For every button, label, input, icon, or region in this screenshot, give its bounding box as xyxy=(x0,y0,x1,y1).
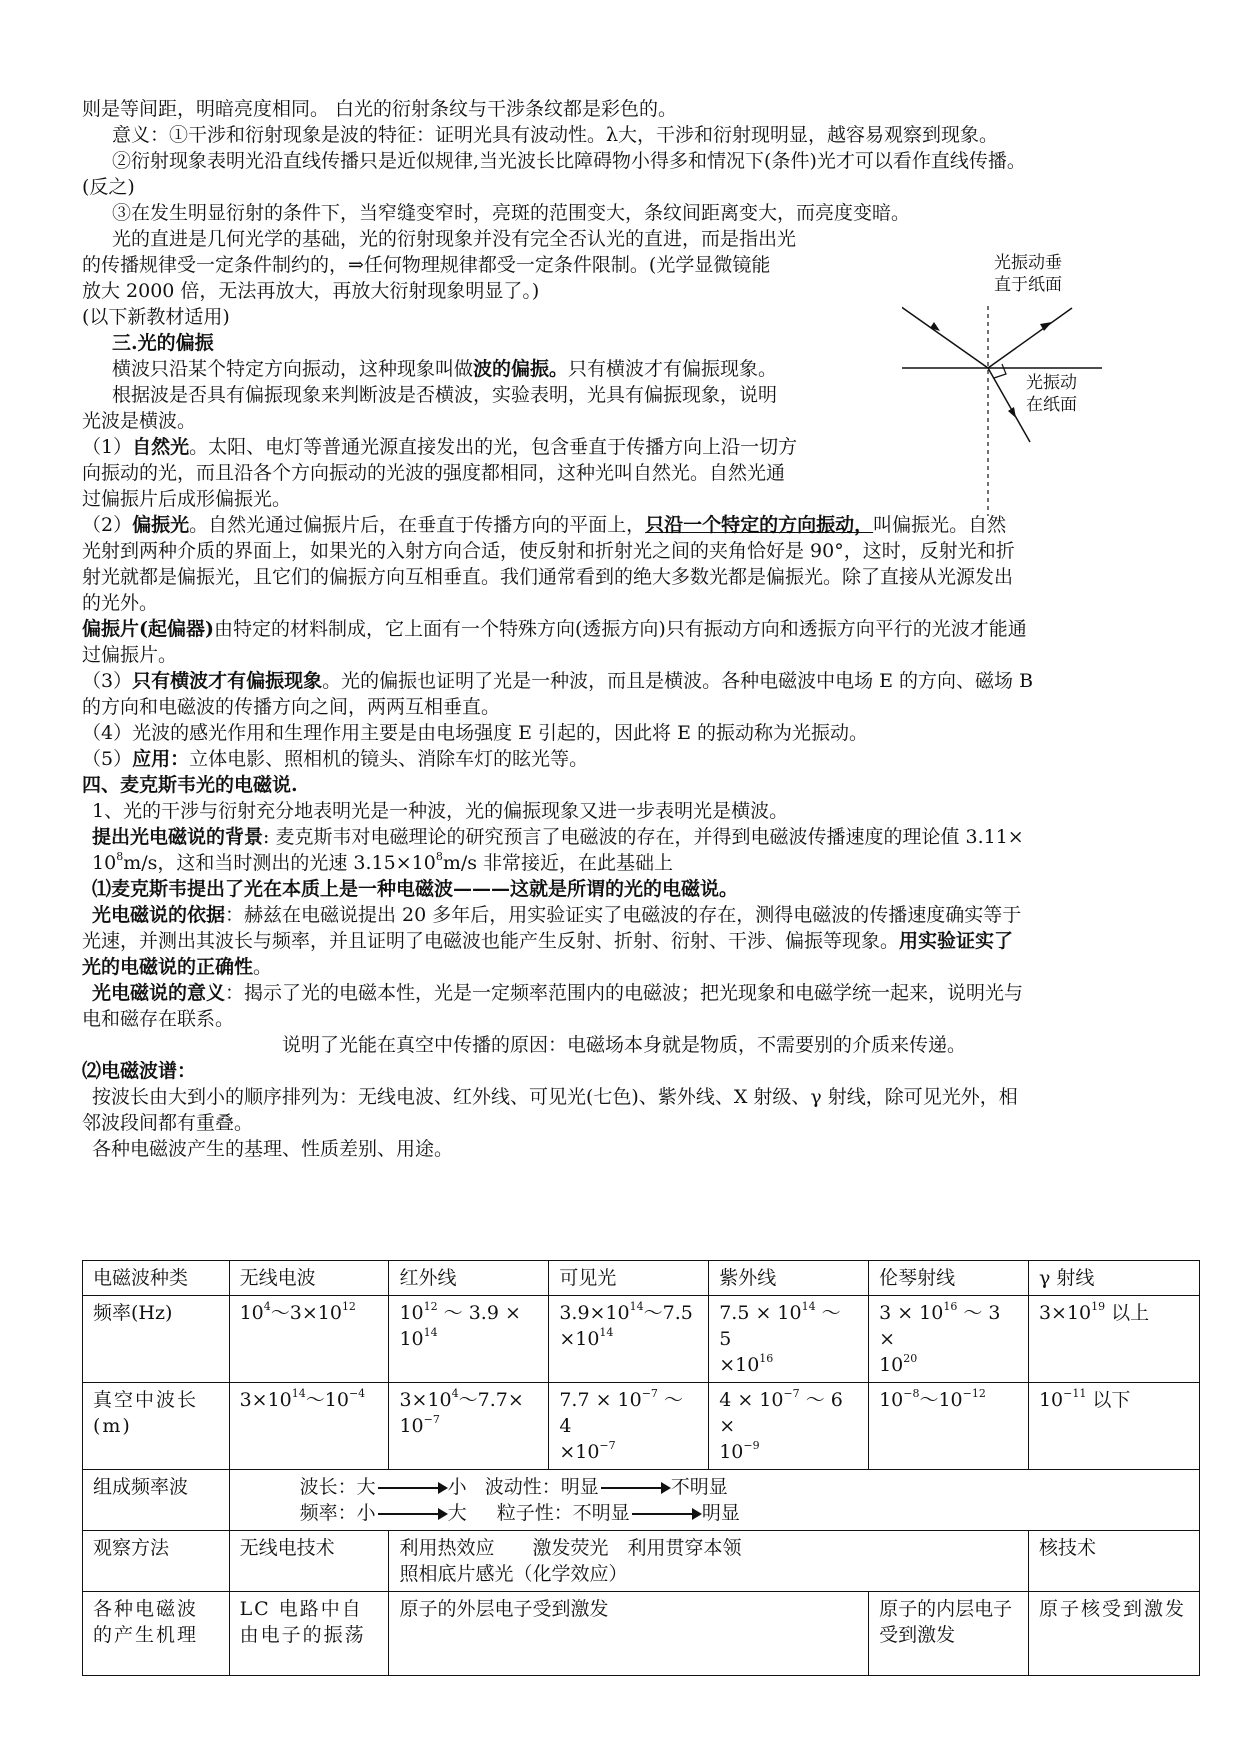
text-span: ：赫兹在电磁说提出 20 多年后，用实验证实了电磁波的存在，测得电磁波的传播速度确实等于 xyxy=(225,904,1022,926)
text-line xyxy=(92,902,1021,928)
text-line: 意义：①干涉和衍射现象是波的特征：证明光具有波动性。λ大，干涉和衍射现明显，越容易观察到现象。 xyxy=(112,124,999,146)
text-line: 1、光的干涉与衍射充分地表明光是一种波，光的偏振现象又进一步表明光是横波。 xyxy=(92,800,789,822)
text-line xyxy=(92,824,1024,850)
text-line xyxy=(82,746,588,772)
bold-term: 自然光 xyxy=(132,436,190,458)
bold-term: 应用： xyxy=(132,748,190,770)
text-line: 根据波是否具有偏振现象来判断波是否横波，实验表明，光具有偏振现象，说明 xyxy=(112,384,778,406)
bold-term: 偏振片(起偏器) xyxy=(82,618,214,640)
text-span: 只有横波才有偏振现象。 xyxy=(568,358,778,380)
bold-term: 光电磁说的意义 xyxy=(92,982,226,1004)
text-span: : 麦克斯韦对电磁理论的研究预言了电磁波的存在，并得到电磁波传播速度的理论值 3.11× xyxy=(263,826,1024,848)
table-cell: 原子的内层电子受到激发 xyxy=(869,1592,1029,1676)
text-line: 向振动的光，而且沿各个方向振动的光波的强度都相同，这种光叫自然光。自然光通 xyxy=(82,462,786,484)
bold-term: 只有横波才有偏振现象 xyxy=(132,670,323,692)
text-line: ②衍射现象表明光沿直线传播只是近似规律,当光波长比障碍物小得多和情况下(条件)光才可以看作直线传播。 xyxy=(112,150,1026,172)
table-header-cell: 紫外线 xyxy=(709,1261,869,1296)
text-line: (反之) xyxy=(82,176,135,198)
text-line: 过偏振片后成形偏振光。 xyxy=(82,488,292,510)
text-span: （5） xyxy=(82,748,133,770)
reflected-ray xyxy=(988,308,1072,368)
text-line xyxy=(82,616,1027,642)
table-cell: 原子的外层电子受到激发 xyxy=(389,1592,869,1676)
text-span: （1） xyxy=(82,436,133,458)
trend-line xyxy=(300,1474,1189,1500)
text-span: m/s，这和当时测出的光速 3.15×10 xyxy=(123,852,436,874)
table-cell: 组成频率波 xyxy=(83,1470,230,1531)
text-line: ⑴麦克斯韦提出了光在本质上是一种电磁波———这就是所谓的光的电磁说。 xyxy=(92,878,739,900)
text-line: 邻波段间都有重叠。 xyxy=(82,1112,254,1134)
text-span: 10 xyxy=(92,852,117,874)
bold-term: 偏振光 xyxy=(132,514,190,536)
text-line: 光射到两种介质的界面上，如果光的入射方向合适，使反射和折射光之间的夹角恰好是 90°，这时，反射光和折 xyxy=(82,540,1015,562)
text-span: 。 xyxy=(253,956,273,978)
text-line: 光波是横波。 xyxy=(82,410,197,432)
table-header-cell: 红外线 xyxy=(389,1261,549,1296)
table-cell: $10^{-11}$ 以下 xyxy=(1028,1383,1199,1470)
table-cell: 观察方法 xyxy=(83,1531,230,1592)
arrow-right-icon xyxy=(632,1513,700,1515)
refracted-ray xyxy=(988,368,1030,442)
table-cell: $3.9\times 10^{14}\sim 7.5$ $\times 10^{14}$ xyxy=(549,1296,709,1383)
bold-underlined-term: 只沿一个特定的方向振动， xyxy=(645,514,874,536)
superscript: 8 xyxy=(435,849,443,863)
table-cell: 无线电技术 xyxy=(229,1531,389,1592)
table-cell: $4 \times 10^{-7}$ ～ 6 × $10^{-9}$ xyxy=(709,1383,869,1470)
bold-term: 光电磁说的依据 xyxy=(92,904,226,926)
text-line: 的方向和电磁波的传播方向之间，两两互相垂直。 xyxy=(82,696,501,718)
text-line: 电和磁存在联系。 xyxy=(82,1008,235,1030)
text-span: 横波只沿某个特定方向振动，这种现象叫做 xyxy=(112,358,474,380)
text-span: 粒子性：不明显 xyxy=(496,1502,630,1524)
text-line: 放大 2000 倍，无法再放大，再放大衍射现象明显了。) xyxy=(82,280,540,302)
table-cell: $10^{-8}\sim 10^{-12}$ xyxy=(869,1383,1029,1470)
text-line xyxy=(82,668,1033,694)
table-cell: 核技术 xyxy=(1028,1531,1199,1592)
superscript: 8 xyxy=(116,849,124,863)
bold-term: 提出光电磁说的背景 xyxy=(92,826,264,848)
arrow-icon xyxy=(1008,407,1016,418)
table-cell: 原子核受到激发 xyxy=(1028,1592,1199,1676)
text-line xyxy=(82,434,797,460)
text-line: ③在发生明显衍射的条件下，当窄缝变窄时，亮斑的范围变大，条纹间距离变大，而亮度变暗。 xyxy=(112,202,911,224)
text-line: 射光就都是偏振光，且它们的偏振方向互相垂直。我们通常看到的绝大多数光都是偏振光。除了直接从光源发出 xyxy=(82,566,1014,588)
text-line xyxy=(112,356,777,382)
arrow-right-icon xyxy=(378,1487,446,1489)
table-header-cell: 电磁波种类 xyxy=(83,1261,230,1296)
text-line: 则是等间距，明暗亮度相同。 白光的衍射条纹与干涉条纹都是彩色的。 xyxy=(82,98,678,120)
incident-ray xyxy=(902,306,988,368)
trend-line xyxy=(300,1500,1189,1526)
text-span: 照相底片感光（化学效应） xyxy=(399,1563,628,1585)
table-row xyxy=(83,1296,1200,1383)
text-line: (以下新教材适用) xyxy=(82,306,230,328)
table-row xyxy=(83,1531,1200,1592)
text-line xyxy=(82,928,1013,954)
text-line: 说明了光能在真空中传播的原因：电磁场本身就是物质，不需要别的介质来传递。 xyxy=(282,1034,967,1056)
bold-term: 波的偏振。 xyxy=(473,358,569,380)
table-cell: 真空中波长(m) xyxy=(83,1383,230,1470)
em-spectrum-table xyxy=(82,1260,1200,1676)
text-span: 。光的偏振也证明了光是一种波，而且是横波。各种电磁波中电场 E 的方向、磁场 B xyxy=(322,670,1034,692)
text-span: 叫偏振光。自然 xyxy=(873,514,1007,536)
text-line: 过偏振片。 xyxy=(82,644,178,666)
table-header-cell: 无线电波 xyxy=(229,1261,389,1296)
table-cell: LC 电路中自由电子的振荡 xyxy=(229,1592,389,1676)
table-cell: $3\times 10^4\sim 7.7\times$ $10^{-7}$ xyxy=(389,1383,549,1470)
text-span: 光速，并测出其波长与频率，并且证明了电磁波也能产生反射、折射、衍射、干涉、偏振等现象。 xyxy=(82,930,900,952)
text-span: 由特定的材料制成，它上面有一个特殊方向(透振方向)只有振动方向和透振方向平行的光波才能通 xyxy=(213,618,1027,640)
table-cell: $7.5 \times 10^{14}$ ～ 5 $\times 10^{16}$ xyxy=(709,1296,869,1383)
table-header-cell: γ 射线 xyxy=(1028,1261,1199,1296)
text-span: 频率：小 xyxy=(299,1502,376,1524)
table-cell: 各种电磁波的产生机理 xyxy=(83,1592,230,1676)
table-cell: $10^4\sim 3\times 10^{12}$ xyxy=(229,1296,389,1383)
text-span: 。自然光通过偏振片后，在垂直于传播方向的平面上， xyxy=(189,514,646,536)
table-header-cell: 可见光 xyxy=(549,1261,709,1296)
table-row xyxy=(83,1470,1200,1531)
figure-caption: 在纸面 xyxy=(1026,395,1077,415)
section-heading: 四、麦克斯韦光的电磁说. xyxy=(82,774,298,796)
text-span: 不明显 xyxy=(670,1476,728,1498)
text-span: （3） xyxy=(82,670,133,692)
text-span: 大 xyxy=(447,1502,467,1524)
text-line: 的传播规律受一定条件制约的，⇒任何物理规律都受一定条件限制。(光学显微镜能 xyxy=(82,254,771,276)
text-line: 各种电磁波产生的基理、性质差别、用途。 xyxy=(92,1138,454,1160)
section-heading: ⑵电磁波谱： xyxy=(82,1060,197,1082)
text-span: 波长：大 xyxy=(299,1476,376,1498)
right-angle-mark xyxy=(994,364,1006,378)
text-span: m/s 非常接近，在此基础上 xyxy=(442,852,674,874)
table-row xyxy=(83,1261,1200,1296)
figure-caption: 直于纸面 xyxy=(994,275,1062,295)
table-row xyxy=(83,1383,1200,1470)
table-cell: $3\times 10^{14}\sim 10^{-4}$ xyxy=(229,1383,389,1470)
text-line: 的光外。 xyxy=(82,592,159,614)
text-span: （2） xyxy=(82,514,133,536)
text-span: ：揭示了光的电磁本性，光是一定频率范围内的电磁波；把光现象和电磁学统一起来，说明光与 xyxy=(225,982,1024,1004)
text-span: 明显 xyxy=(701,1502,740,1524)
table-cell: $3\times 10^{19}$ 以上 xyxy=(1028,1296,1199,1383)
polarization-diagram xyxy=(902,253,1162,516)
figure-caption: 光振动垂 xyxy=(994,253,1062,273)
table-cell: 频率(Hz) xyxy=(83,1296,230,1383)
bold-term: 用实验证实了 xyxy=(899,930,1014,952)
text-line: 光的直进是几何光学的基础，光的衍射现象并没有完全否认光的直进，而是指出光 xyxy=(112,228,797,250)
text-line: 按波长由大到小的顺序排列为：无线电波、红外线、可见光(七色)、紫外线、X 射级、γ 射线，除可见光外，相 xyxy=(92,1086,1018,1108)
table-cell: $10^{12}$ ～ 3.9 × $10^{14}$ xyxy=(389,1296,549,1383)
text-line xyxy=(92,980,1023,1006)
text-span: 立体电影、照相机的镜头、消除车灯的眩光等。 xyxy=(189,748,589,770)
table-cell xyxy=(389,1531,1029,1592)
table-header-cell: 伦琴射线 xyxy=(869,1261,1029,1296)
figure-caption: 光振动 xyxy=(1026,373,1077,393)
text-line: （4）光波的感光作用和生理作用主要是由电场强度 E 引起的，因此将 E 的振动称为光振动。 xyxy=(82,722,868,744)
arrow-right-icon xyxy=(601,1487,669,1489)
text-span: 小 xyxy=(447,1476,467,1498)
arrow-icon xyxy=(930,322,940,331)
table-cell: $3 \times 10^{16}$ ～ 3 × $10^{20}$ xyxy=(869,1296,1029,1383)
text-line xyxy=(82,512,1006,538)
text-span: 波动性：明显 xyxy=(484,1476,599,1498)
text-span: 。太阳、电灯等普通光源直接发出的光，包含垂直于传播方向上沿一切方 xyxy=(189,436,798,458)
arrow-right-icon xyxy=(378,1513,446,1515)
table-cell xyxy=(229,1470,1199,1531)
text-line xyxy=(92,850,673,876)
text-span: 利用热效应 激发荧光 利用贯穿本领 xyxy=(399,1537,742,1559)
table-row xyxy=(83,1592,1200,1676)
table-cell: $7.7 \times 10^{-7}$ ～ 4 $\times 10^{-7}$ xyxy=(549,1383,709,1470)
section-heading: 三.光的偏振 xyxy=(112,332,214,354)
bold-term: 光的电磁说的正确性 xyxy=(82,956,254,978)
text-line xyxy=(82,954,272,980)
